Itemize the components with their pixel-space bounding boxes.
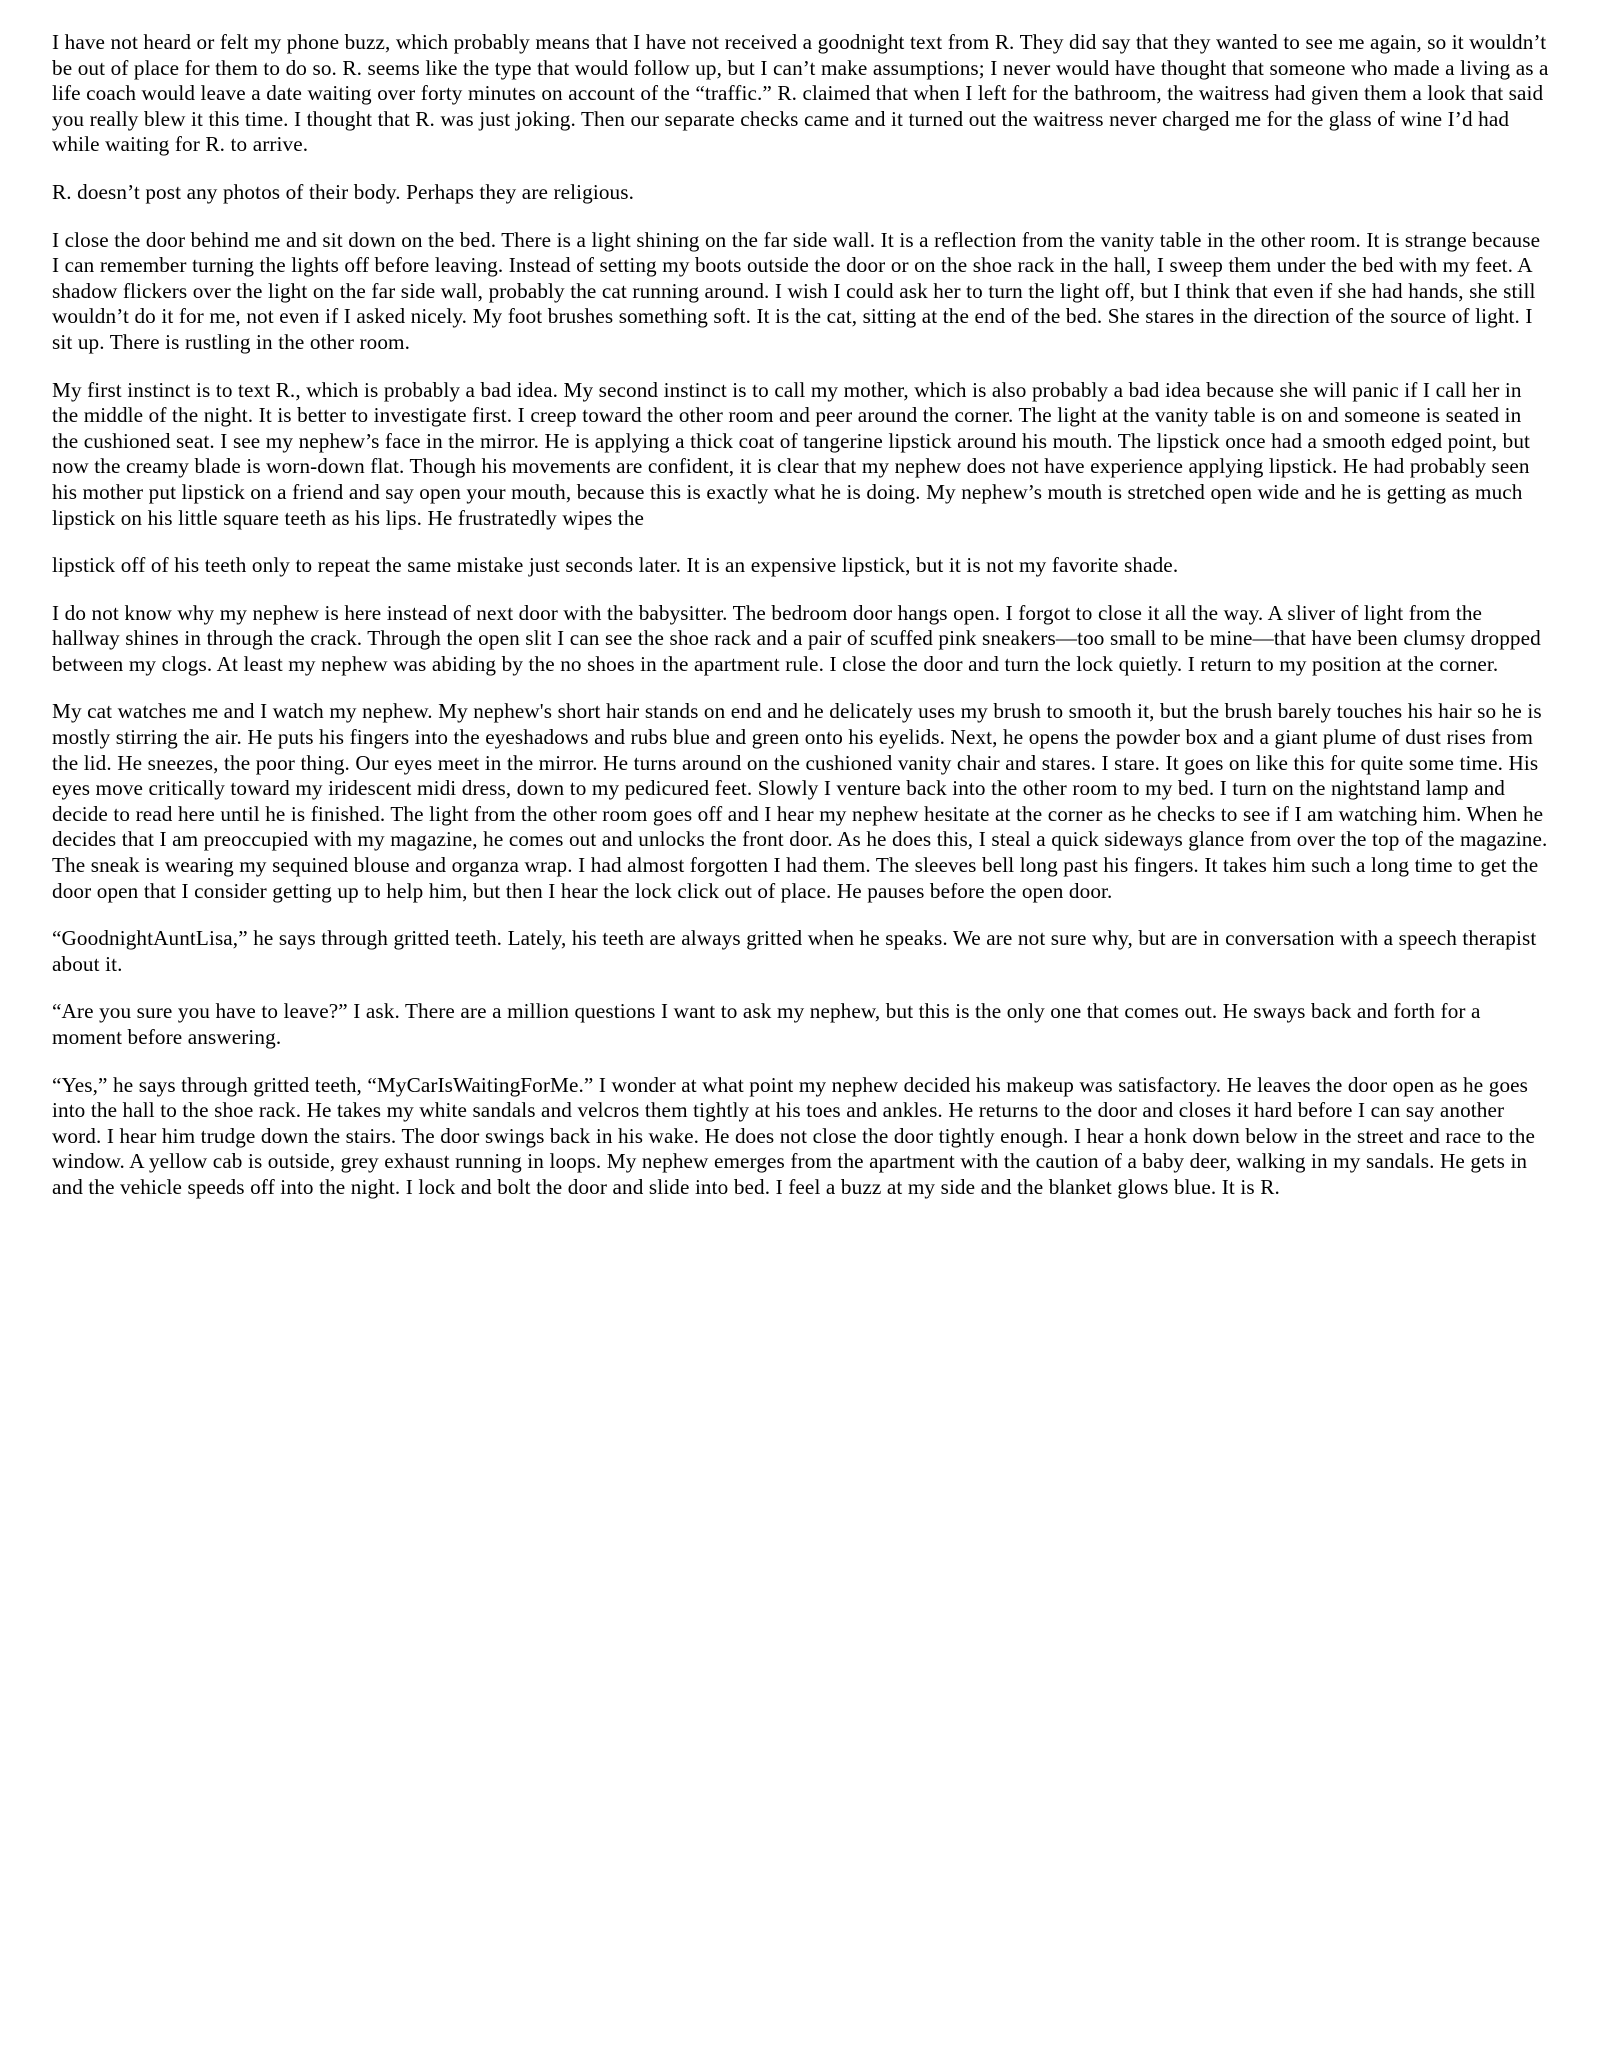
paragraph: R. doesn’t post any photos of their body. Perhaps they are religious. — [52, 179, 634, 204]
paragraph: I have not heard or felt my phone buzz, which probably means that I have not received a goodnight text from R. They did say that they wanted to see me again, so it wouldn’t be out of place for them to do so. R. seems like the type that would follow up, but I can’t make assumptions; I never would have thought that someone who made a living as a life coach would leave a date waiting over forty minutes on account of the “traffic.” R. claimed that when I left for the bathroom, the waitress had given them a look that said you really blew it this time. I thought that R. was just joking. Then our separate checks came and it turned out the waitress never charged me for the glass of wine I’d had while waiting for R. to arrive. — [52, 30, 1549, 157]
paragraph: “Are you sure you have to leave?” I ask. There are a million questions I want to ask my nephew, but this is the only one that comes out. He sways back and forth for a moment before answering. — [52, 999, 1481, 1049]
paragraph: “Yes,” he says through gritted teeth, “MyCarIsWaitingForMe.” I wonder at what point my nephew decided his makeup was satisfactory. He leaves the door open as he goes into the hall to the shoe rack. He takes my white sandals and velcros them tightly at his toes and ankles. He returns to the door and closes it hard before I can say another word. I hear him trudge down the stairs. The door swings back in his wake. He does not close the door tightly enough. I hear a honk down below in the street and race to the window. A yellow cab is outside, grey exhaust running in loops. My nephew emerges from the apartment with the caution of a baby deer, walking in my sandals. He gets in and the vehicle speeds off into the night. I lock and bolt the door and slide into bed. I feel a buzz at my side and the blanket glows blue. It is R. — [52, 1072, 1535, 1199]
paragraph: My first instinct is to text R., which is probably a bad idea. My second instinct is to call my mother, which is also probably a bad idea because she will panic if I call her in the middle of the night. It is better to investigate first. I creep toward the other room and peer around the corner. The light at the vanity table is on and someone is seated in the cushioned seat. I see my nephew’s face in the mirror. He is applying a thick coat of tangerine lipstick around his mouth. The lipstick once had a smooth edged point, but now the creamy blade is worn-down flat. Though his movements are confident, it is clear that my nephew does not have experience applying lipstick. He had probably seen his mother put lipstick on a friend and say open your mouth, because this is exactly what he is doing. My nephew’s mouth is stretched open wide and he is getting as much lipstick on his little square teeth as his lips. He frustratedly wipes the — [52, 377, 1531, 530]
paragraph: “GoodnightAuntLisa,” he says through gritted teeth. Lately, his teeth are always gritted when he speaks. We are not sure why, but are in conversation with a speech therapist about it. — [52, 926, 1537, 976]
document-body — [52, 30, 1550, 1201]
paragraph: I do not know why my nephew is here instead of next door with the babysitter. The bedroom door hangs open. I forgot to close it all the way. A sliver of light from the hallway shines in through the crack. Through the open slit I can see the shoe rack and a pair of scuffed pink sneakers—too small to be mine—that have been clumsy dropped between my clogs. At least my nephew was abiding by the no shoes in the apartment rule. I close the door and turn the lock quietly. I return to my position at the corner. — [52, 600, 1541, 676]
paragraph: My cat watches me and I watch my nephew. My nephew's short hair stands on end and he delicately uses my brush to smooth it, but the brush barely touches his hair so he is mostly stirring the air. He puts his fingers into the eyeshadows and rubs blue and green onto his eyelids. Next, he opens the powder box and a giant plume of dust rises from the lid. He sneezes, the poor thing. Our eyes meet in the mirror. He turns around on the cushioned vanity chair and stares. I stare. It goes on like this for quite some time. His eyes move critically toward my iridescent midi dress, down to my pedicured feet. Slowly I venture back into the other room to my bed. I turn on the nightstand lamp and decide to read here until he is finished. The light from the other room goes off and I hear my nephew hesitate at the corner as he checks to see if I am watching him. When he decides that I am preoccupied with my magazine, he comes out and unlocks the front door. As he does this, I steal a quick sideways glance from over the top of the magazine. The sneak is wearing my sequined blouse and organza wrap. I had almost forgotten I had them. The sleeves bell long past his fingers. It takes him such a long time to get the door open that I consider getting up to help him, but then I hear the lock click out of place. He pauses before the open door. — [52, 699, 1548, 903]
paragraph: lipstick off of his teeth only to repeat the same mistake just seconds later. It is an expensive lipstick, but it is not my favorite shade. — [52, 553, 1179, 578]
paragraph: I close the door behind me and sit down on the bed. There is a light shining on the far side wall. It is a reflection from the vanity table in the other room. It is strange because I can remember turning the lights off before leaving. Instead of setting my boots outside the door or on the shoe rack in the hall, I sweep them under the bed with my feet. A shadow flickers over the light on the far side wall, probably the cat running around. I wish I could ask her to turn the light off, but I think that even if she had hands, she still wouldn’t do it for me, not even if I asked nicely. My foot brushes something soft. It is the cat, sitting at the end of the bed. She stares in the direction of the source of light. I sit up. There is rustling in the other room. — [52, 227, 1541, 354]
